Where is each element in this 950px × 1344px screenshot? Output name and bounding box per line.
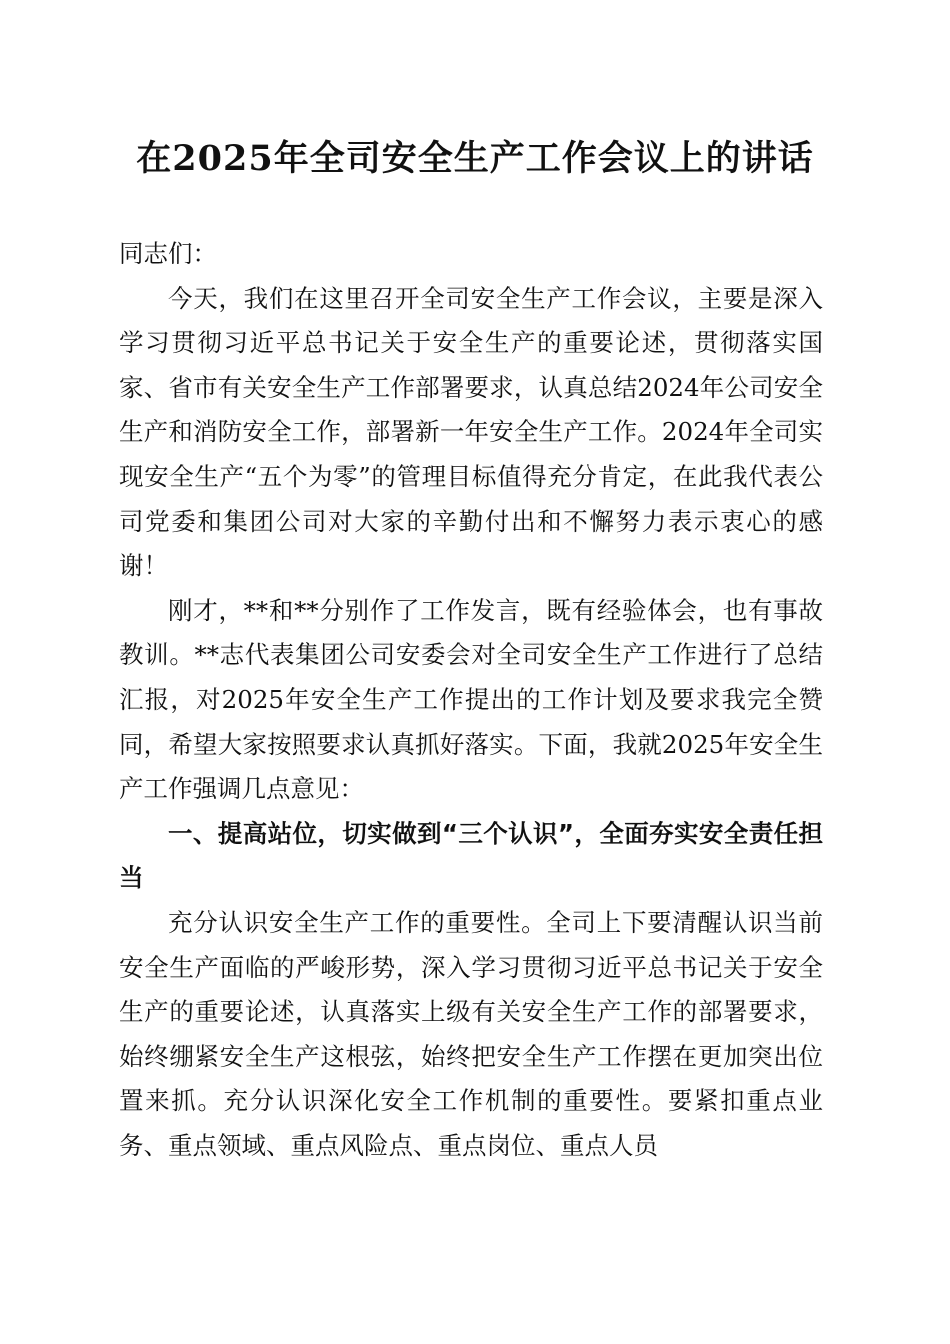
document-title: 在2025年全司安全生产工作会议上的讲话 bbox=[136, 138, 814, 179]
section-1-paragraph: 充分认识安全生产工作的重要性。全司上下要清醒认识当前安全生产面临的严峻形势，深入学习贯彻习近平总书记关于安全生产的重要论述，认真落实上级有关安全生产工作的部署要求，始终绷紧安全生产这根弦，始终把安全生产工作摆在更加突出位置来抓。充分认识深化安全工作机制的重要性。要紧扣重点业务、重点领域、重点风险点、重点岗位、重点人员 bbox=[119, 907, 823, 1160]
section-heading-1: 一、提高站位，切实做到“三个认识”，全面夯实安全责任担当 bbox=[119, 818, 823, 893]
salutation: 同志们： bbox=[119, 239, 217, 268]
paragraph-opening: 今天，我们在这里召开全司安全生产工作会议，主要是深入学习贯彻习近平总书记关于安全生产的重要论述，贯彻落实国家、省市有关安全生产工作部署要求，认真总结2024年公司安全生产和消防安全工作，部署新一年安全生产工作。2024年全司实现安全生产“五个为零”的管理目标值得充分肯定，在此我代表公司党委和集团公司对大家的辛勤付出和不懈努力表示衷心的感谢！ bbox=[119, 283, 823, 581]
document-body bbox=[119, 232, 823, 1168]
paragraph-summary: 刚才，**和**分别作了工作发言，既有经验体会，也有事故教训。**志代表集团公司安委会对全司安全生产工作进行了总结汇报，对2025年安全生产工作提出的工作计划及要求我完全赞同，希望大家按照要求认真抓好落实。下面，我就2025年安全生产工作强调几点意见： bbox=[119, 595, 823, 804]
